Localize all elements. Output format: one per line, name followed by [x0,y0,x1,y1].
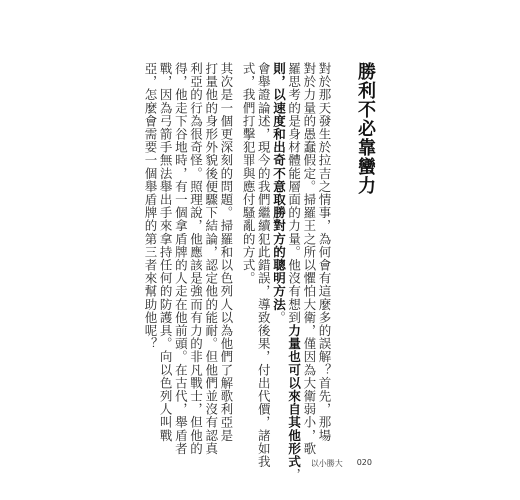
text-run: 對於力量的愚蠢假定。掃羅王之所以懼怕大衛，僅因為大衛弱小，歌 [301,62,317,455]
text-run: 利亞的行為很奇怪。照理說，他應該是強而有力的非凡戰士，但他的 [188,62,204,455]
text-column [218,62,234,442]
text-run: 其次是一個更深刻的問題。掃羅和以色列人以為他們了解歌利亞是 [218,62,234,442]
text-run: 式，我們打擊犯罪與應付騷亂的方式。 [241,62,257,285]
text-column [301,62,317,455]
text-column [317,62,332,442]
text-column [158,62,174,442]
text-run: 。 [271,310,287,325]
text-run: 會舉證論述，現今的我們繼續犯此錯誤，導致後果，付出代價，諸如我 [256,62,272,469]
page-footer [311,458,372,469]
text-column [241,62,256,392]
text-run: 打量他的身形外貌後便驟下結論，認定他的能耐。但他們並沒有認真 [203,62,219,455]
text-column [271,62,286,392]
emphasized-text: 力量也可以來自其他形式 [286,324,302,469]
text-column [256,62,272,469]
text-run: ， [286,468,302,482]
text-column [173,62,189,455]
text-run: 對於那天發生於拉吉之情事，為何會有這麼多的誤解？首先，那場 [317,62,332,442]
chapter-title: 勝利不必靠蠻力 [355,62,376,195]
text-column [143,62,158,392]
running-title: 以小勝大 [310,459,343,468]
text-column [188,62,204,455]
text-run: 羅思考的是身材體能層面的力量。他沒有想到 [286,62,302,324]
text-run: 戰，因為弓箭手無法舉出手來拿持任何的防護具。向以色列人叫戰 [158,62,174,442]
paragraph-gap [234,62,241,392]
emphasized-text: 則，以速度和出奇不意取勝對方的聰明方法 [271,62,287,311]
text-column [286,62,302,482]
text-run: 亞，怎麼會需要一個舉盾牌的第三者來幫助他呢？ [142,62,158,351]
page-number: 020 [356,458,372,467]
text-run: 得，他走下谷地時，有一個拿盾牌的人走在他前頭。在古代，舉盾者 [173,62,189,455]
text-column [203,62,219,455]
